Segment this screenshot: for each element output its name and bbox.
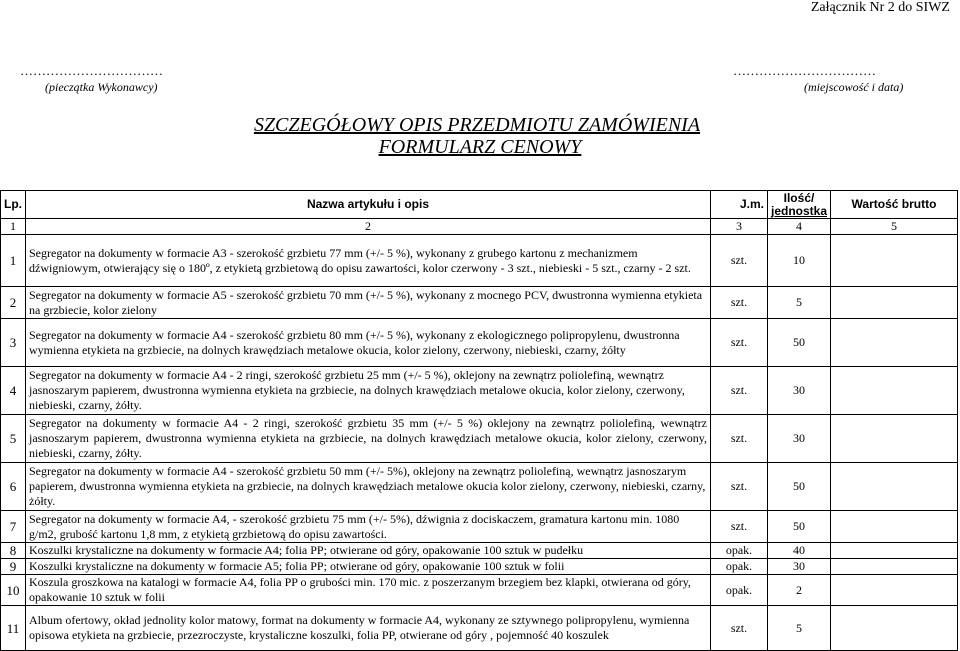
row-lp: 10: [1, 575, 26, 606]
header-name: Nazwa artykułu i opis: [26, 191, 711, 219]
row-quantity: 50: [767, 511, 830, 543]
table-row: [1, 575, 958, 606]
row-lp: 7: [1, 511, 26, 543]
stamp-dots: ……………………………: [20, 63, 163, 78]
row-unit: szt.: [710, 511, 767, 543]
header-lp: Lp.: [1, 191, 26, 219]
place-date-dots: ……………………………: [733, 63, 876, 78]
row-quantity: 30: [767, 367, 830, 415]
row-unit: opak.: [710, 575, 767, 606]
row-description: Koszula groszkowa na katalogi w formacie A4, folia PP o grubości min. 170 mic. z poszerzanym brzegiem bez klapki, otwierana od góry, opakowanie 10 sztuk w folii: [26, 575, 711, 606]
table-row: [1, 511, 958, 543]
column-number: 5: [831, 219, 958, 235]
table-row: [1, 606, 958, 651]
row-lp: 8: [1, 543, 26, 559]
row-description: Segregator na dokumenty w formacie A4 - 2 ringi, szerokość grzbietu 25 mm (+/- 5 %), oklejony na zewnątrz poliolefiną, wewnątrz jasnoszarym papierem, dwustronna wymienna etykieta na grzbiecie, na dolnych krawędziach metalowe okucia, kolor zielony, czerwony, niebieski, czarny, żółty.: [26, 367, 711, 415]
column-numbers-row: [1, 219, 958, 235]
column-number: 3: [710, 219, 767, 235]
row-unit: opak.: [710, 559, 767, 575]
header-quantity-line2: jednostka: [770, 203, 827, 218]
table-row: [1, 287, 958, 319]
row-value[interactable]: [831, 319, 958, 367]
row-quantity: 2: [767, 575, 830, 606]
row-value[interactable]: [831, 463, 958, 511]
table-row: [1, 543, 958, 559]
row-description: Segregator na dokumenty w formacie A4 - szerokość grzbietu 80 mm (+/- 5 %), wykonany z ekologicznego polipropylenu, dwustronna wymienna etykieta na grzbiecie, na dolnych krawędziach metalowe okucia, kolor zielony, czerwony, niebieski, czarny, żółty: [26, 319, 711, 367]
row-value[interactable]: [831, 543, 958, 559]
document-subtitle: FORMULARZ CENOWY: [378, 136, 582, 158]
header-value: Wartość brutto: [831, 191, 958, 219]
row-quantity: 30: [767, 559, 830, 575]
row-value[interactable]: [831, 287, 958, 319]
attachment-label: Załącznik Nr 2 do SIWZ: [810, 0, 950, 15]
row-description: Segregator na dokumenty w formacie A4, - szerokość grzbietu 75 mm (+/- 5%), dźwignia z dociskaczem, gramatura kartonu min. 1080 g/m2, grubość kartonu 1,8 mm, z etykietą grzbietową do opisu zawartości.: [26, 511, 711, 543]
row-description: Album ofertowy, okład jednolity kolor matowy, format na dokumenty w formacie A4, wykonany ze sztywnego polipropylenu, wymienna opisowa etykieta na grzbiecie, przezroczyste, krystaliczne koszulki, folia PP, otwierane od góry , pojemność 40 koszulek: [26, 606, 711, 651]
row-quantity: 5: [767, 287, 830, 319]
header-quantity: [767, 191, 830, 219]
table-header-row: [1, 191, 958, 219]
row-description: Segregator na dokumenty w formacie A3 - szerokość grzbietu 77 mm (+/- 5 %), wykonany z grubego kartonu z mechanizmem dźwigniowym, otwierający się o 180º, z etykietą grzbietową do opisu zawartości, kolor czerwony - 3 szt., niebieski - 5 szt., czarny - 2 szt.: [26, 235, 711, 287]
table-row: [1, 415, 958, 463]
row-value[interactable]: [831, 575, 958, 606]
row-quantity: 5: [767, 606, 830, 651]
column-number: 1: [1, 219, 26, 235]
row-unit: szt.: [710, 415, 767, 463]
row-description: Segregator na dokumenty w formacie A4 - 2 ringi, szerokość grzbietu 35 mm (+/- 5 %) oklejony na zewnątrz poliolefiną, wewnątrz jasnoszarym papierem, dwustronna wymienna etykieta na grzbiecie, na dolnych krawędziach metalowe okucia, kolor zielony, czerwony, niebieski, czarny, żółty.: [26, 415, 711, 463]
row-description: Segregator na dokumenty w formacie A5 - szerokość grzbietu 70 mm (+/- 5 %), wykonany z mocnego PCV, dwustronna wymienna etykieta na grzbiecie, kolor zielony: [26, 287, 711, 319]
row-description: Segregator na dokumenty w formacie A4 - szerokość grzbietu 50 mm (+/- 5%), oklejony na zewnątrz poliolefiną, wewnątrz jasnoszarym papierem, dwustronna wymienna etykieta na grzbiecie, na dolnych krawędziach metalowe okucia kolor zielony, czerwony, niebieski, czarny, żółty.: [26, 463, 711, 511]
table-row: [1, 235, 958, 287]
row-unit: szt.: [710, 367, 767, 415]
row-description: Koszulki krystaliczne na dokumenty w formacie A4; folia PP; otwierane od góry, opakowanie 100 sztuk w pudełku: [26, 543, 711, 559]
column-number: 4: [767, 219, 830, 235]
row-lp: 3: [1, 319, 26, 367]
row-lp: 9: [1, 559, 26, 575]
table-row: [1, 463, 958, 511]
row-unit: szt.: [710, 319, 767, 367]
row-quantity: 40: [767, 543, 830, 559]
row-unit: szt.: [710, 463, 767, 511]
row-unit: szt.: [710, 235, 767, 287]
row-value[interactable]: [831, 559, 958, 575]
row-lp: 1: [1, 235, 26, 287]
row-value[interactable]: [831, 511, 958, 543]
stamp-caption: (pieczątka Wykonawcy): [45, 80, 158, 94]
row-lp: 11: [1, 606, 26, 651]
row-description: Koszulki krystaliczne na dokumenty w formacie A5; folia PP; otwierane od góry, opakowanie 100 sztuk w folii: [26, 559, 711, 575]
row-value[interactable]: [831, 367, 958, 415]
row-unit: szt.: [710, 606, 767, 651]
row-unit: opak.: [710, 543, 767, 559]
row-value[interactable]: [831, 606, 958, 651]
row-quantity: 50: [767, 463, 830, 511]
row-quantity: 50: [767, 319, 830, 367]
row-quantity: 10: [767, 235, 830, 287]
header-quantity-line1: Ilość/: [783, 190, 815, 205]
place-date-caption: (miejscowość i data): [804, 80, 904, 94]
price-form-table: [0, 190, 958, 651]
header-unit: J.m.: [710, 191, 767, 219]
table-row: [1, 367, 958, 415]
row-lp: 6: [1, 463, 26, 511]
table-row: [1, 559, 958, 575]
row-lp: 2: [1, 287, 26, 319]
row-value[interactable]: [831, 235, 958, 287]
row-unit: szt.: [710, 287, 767, 319]
row-value[interactable]: [831, 415, 958, 463]
row-quantity: 30: [767, 415, 830, 463]
row-lp: 5: [1, 415, 26, 463]
column-number: 2: [26, 219, 711, 235]
document-title: SZCZEGÓŁOWY OPIS PRZEDMIOTU ZAMÓWIENIA: [253, 114, 701, 136]
row-lp: 4: [1, 367, 26, 415]
table-row: [1, 319, 958, 367]
